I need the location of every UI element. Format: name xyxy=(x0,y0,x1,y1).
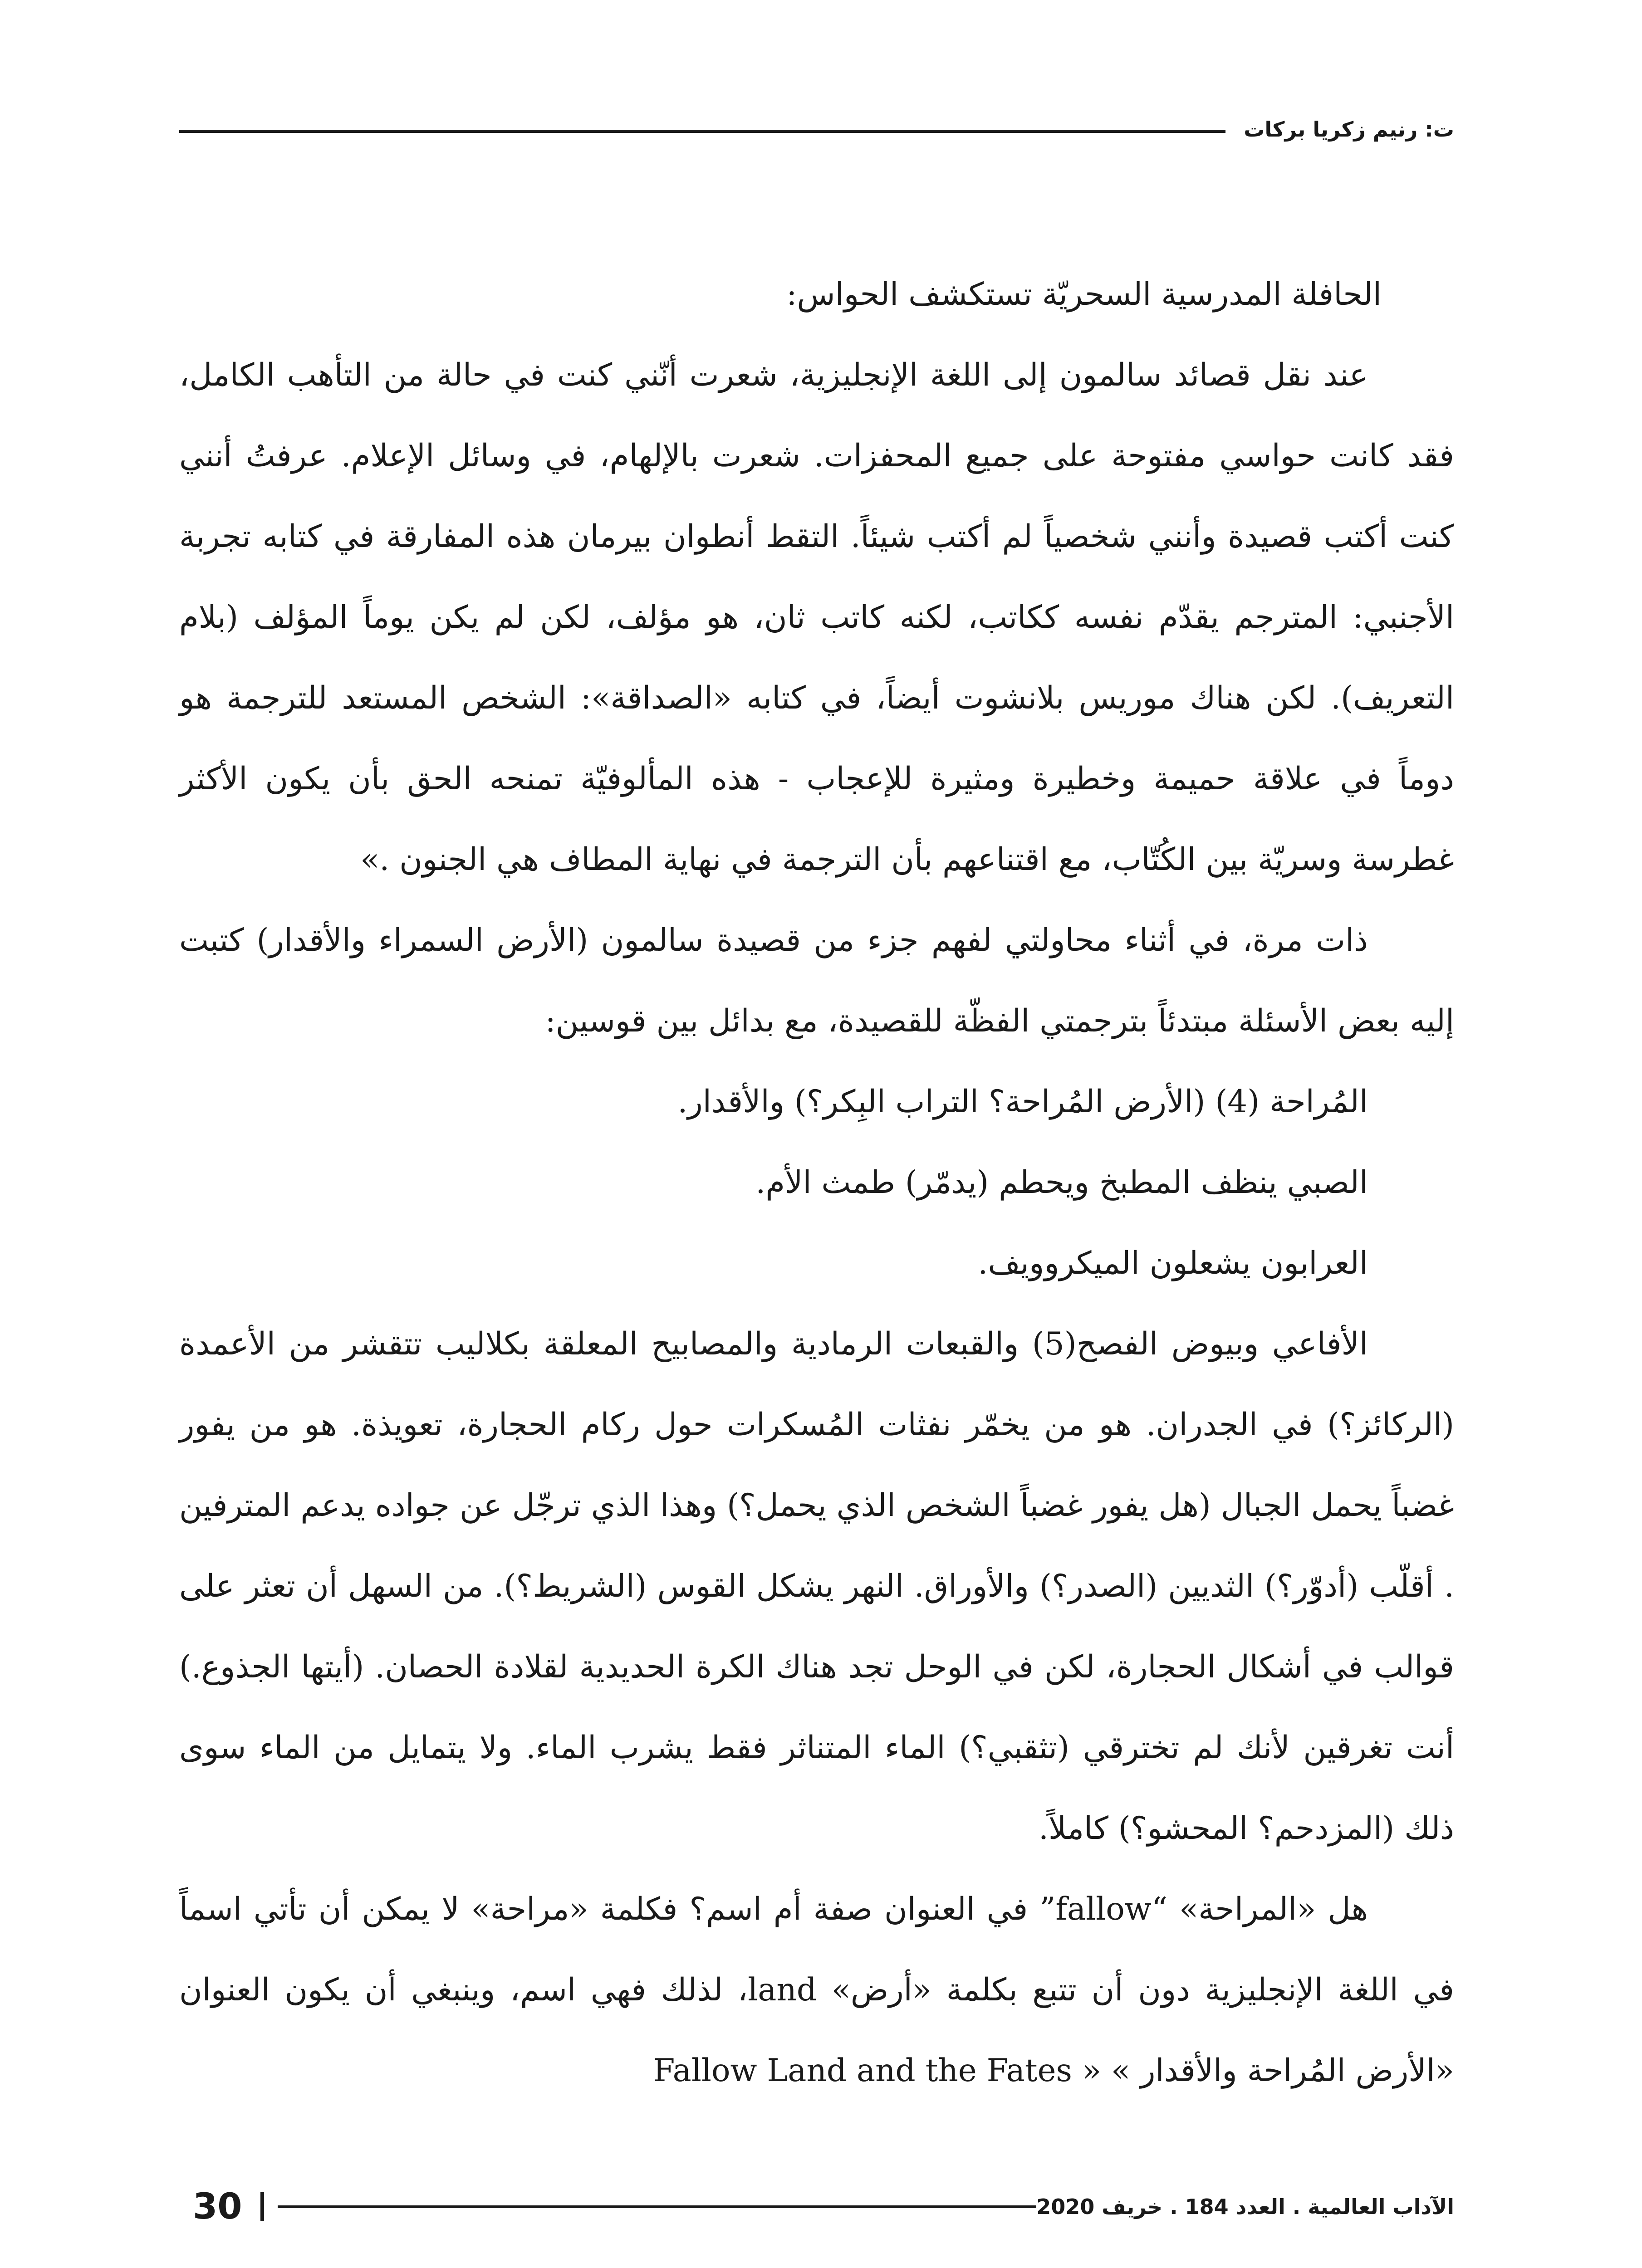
paragraph-4-part-b: ” في العنوان صفة أم اسم؟ فكلمة «مراحة» لا يمكن أن تأتي اسماً في اللغة الإنجليزية دون أن تتبع بكلمة «أرض» xyxy=(179,1891,1454,2008)
verse-line-2: الصبي ينظف المطبخ ويحطم (يدمّر) طمث الأم. xyxy=(755,1164,1368,1201)
footer-rule xyxy=(278,2205,1037,2208)
verse-line-1: المُراحة (4) (الأرض المُراحة؟ التراب البِكر؟) والأقدار. xyxy=(677,1084,1368,1120)
running-header xyxy=(179,111,1454,147)
running-footer xyxy=(179,2186,1454,2227)
verse-line-3: العرابون يشعلون الميكروويف. xyxy=(978,1245,1368,1281)
journal-issue: الآداب العالمية . العدد 184 . خريف 2020 xyxy=(1036,2195,1454,2219)
header-author: ت: رنيم زكريا بركات xyxy=(1244,117,1454,142)
footer-separator xyxy=(260,2192,264,2221)
term-fallow: fallow xyxy=(1055,1891,1152,1927)
paragraph-2: ذات مرة، في أثناء محاولتي لفهم جزء من قصيدة سالمون (الأرض السمراء والأقدار) كتبت إليه بعض الأسئلة مبتدئاً بترجمتي الفظّة للقصيدة، مع بدائل بين قوسين: xyxy=(179,922,1454,1039)
paragraph-1: عند نقل قصائد سالمون إلى اللغة الإنجليزية، شعرت أنّني كنت في حالة من التأهب الكامل، فقد كانت حواسي مفتوحة على جميع المحفزات. شعرت بالإلهام، في وسائل الإعلام. عرفتُ أنني كنت أكتب قصيدة وأنني شخصياً لم أكتب شيئاً. التقط أنطوان بيرمان هذه المفارقة في كتابه تجربة الأجنبي: المترجم يقدّم نفسه ككاتب، لكنه كاتب ثان، هو مؤلف، لكن لم يكن يوماً المؤلف (بلام التعريف). لكن هناك موريس بلانشوت أيضاً، في كتابه «الصداقة»: الشخص المستعد للترجمة هو دوماً في علاقة حميمة وخطيرة ومثيرة للإعجاب - هذه المألوفيّة تمنحه الحق بأن يكون الأكثر غطرسة وسريّة بين الكُتّاب، مع اقتناعهم بأن الترجمة في نهاية المطاف هي الجنون .» xyxy=(179,357,1454,878)
paragraph-3: الأفاعي وبيوض الفصح(5) والقبعات الرمادية والمصابيح المعلقة بكلاليب تتقشر من الأعمدة (الركائز؟) في الجدران. هو من يخمّر نفثات المُسكرات حول ركام الحجارة، تعويذة. هو من يفور غضباً يحمل الجبال (هل يفور غضباً الشخص الذي يحمل؟) وهذا الذي ترجّل عن جواده يدعم المترفين . أقلّب (أدوّر؟) الثديين (الصدر؟) والأوراق. النهر يشكل القوس (الشريط؟). من السهل أن تعثر على قوالب في أشكال الحجارة، لكن في الوحل تجد هناك الكرة الحديدية لقلادة الحصان. (أيتها الجذوع.) أنت تغرقين لأنك لم تخترقي (تثقبي؟) الماء المتناثر فقط يشرب الماء. ولا يتمايل من الماء سوى ذلك (المزدحم؟ المحشو؟) كاملاً. xyxy=(179,1326,1454,1847)
english-title: Fallow Land and the Fates xyxy=(653,2053,1072,2089)
term-land: land xyxy=(748,1972,817,2008)
section-subtitle: الحافلة المدرسية السحريّة تستكشف الحواس: xyxy=(786,276,1382,313)
header-rule xyxy=(179,130,1225,133)
page-number: 30 xyxy=(193,2186,242,2227)
paragraph-4-part-a: هل «المراحة» “ xyxy=(1151,1891,1368,1927)
paragraph-4-part-c: ، لذلك فهي اسم، وينبغي أن يكون العنوان «الأرض المُراحة والأقدار » « xyxy=(179,1972,1454,2089)
article-body xyxy=(179,254,1454,2111)
paragraph-4 xyxy=(179,1869,1454,2111)
